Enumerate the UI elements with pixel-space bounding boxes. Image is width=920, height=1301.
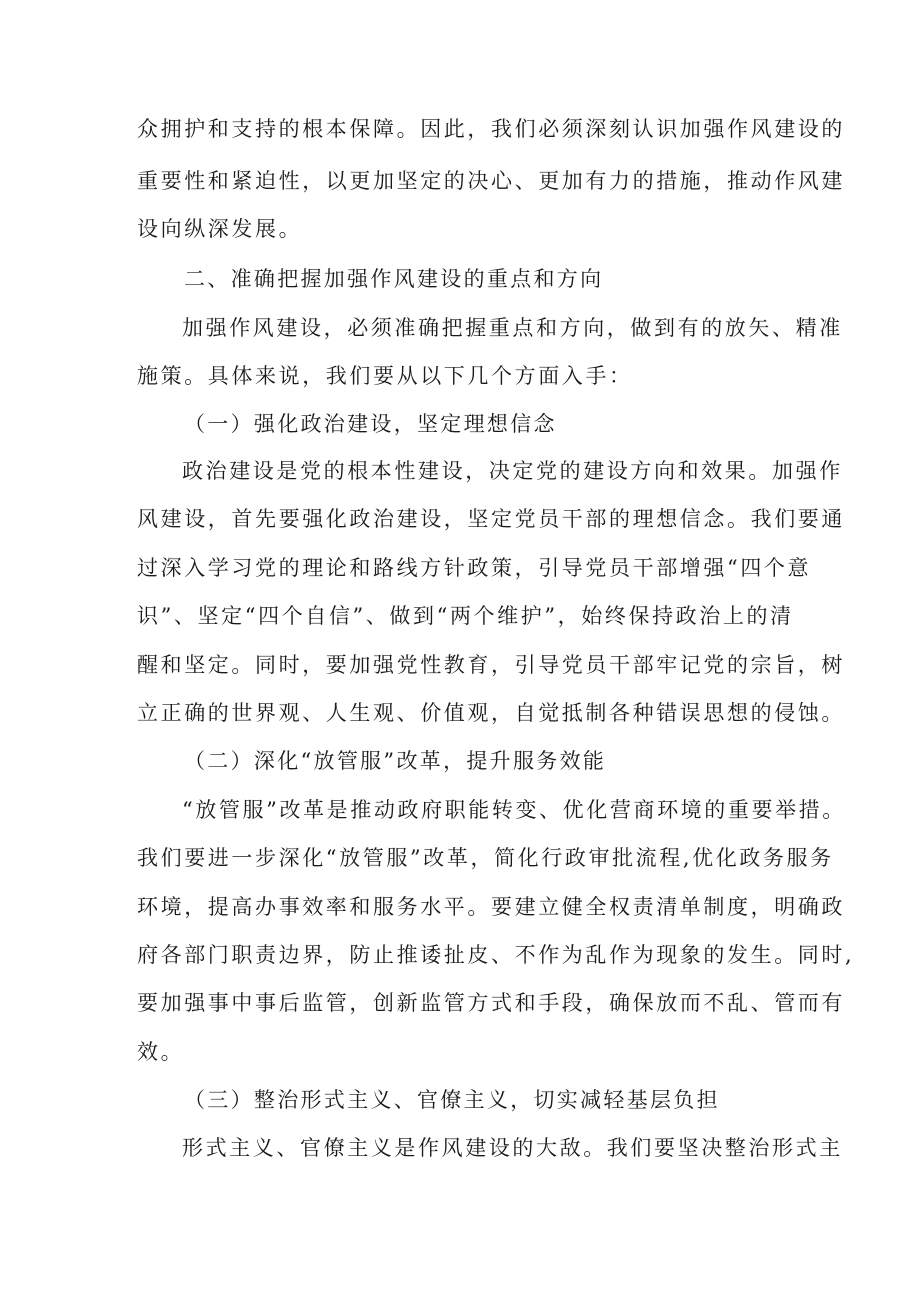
paragraph-line: 我们要进一步深化“放管服”改革，简化行政审批流程,优化政务服务 [137,846,834,870]
paragraph-line: 政治建设是党的根本性建设，决定党的建设方向和效果。加强作 [182,459,843,483]
paragraph-line: 加强作风建设，必须准确把握重点和方向，做到有的放矢、精准 [182,316,843,340]
paragraph-line: 设向纵深发展。 [137,217,303,241]
paragraph-line: 重要性和紧迫性，以更加坚定的决心、更加有力的措施，推动作风建 [137,169,845,193]
paragraph-line: 醒和坚定。同时，要加强党性教育，引导党员干部牢记党的宗旨，树 [137,653,845,677]
subsection-heading: （一）强化政治建设，坚定理想信念 [184,412,557,436]
paragraph-line: 立正确的世界观、人生观、价值观，自觉抵制各种错误思想的侵蚀。 [137,701,845,725]
subsection-heading: （二）深化“放管服”改革，提升服务效能 [184,749,607,773]
paragraph-line: 过深入学习党的理论和路线方针政策，引导党员干部增强“四个意 [137,556,812,580]
paragraph-line: 施策。具体来说，我们要从以下几个方面入手： [137,364,633,388]
subsection-heading: （三）整治形式主义、官僚主义，切实减轻基层负担 [184,1088,720,1112]
section-heading: 二、准确把握加强作风建设的重点和方向 [184,267,604,291]
paragraph-line: 府各部门职责边界，防止推诿扯皮、不作为乱作为现象的发生。同时, [137,943,855,967]
paragraph-line: 识”、坚定“四个自信”、做到“两个维护”，始终保持政治上的清 [137,604,794,628]
paragraph-line: 风建设，首先要强化政治建设，坚定党员干部的理想信念。我们要通 [137,507,845,531]
paragraph-line: 环境，提高办事效率和服务水平。要建立健全权责清单制度，明确政 [137,895,845,919]
paragraph-line: 要加强事中事后监管，创新监管方式和手段，确保放而不乱、管而有 [137,991,845,1015]
paragraph-line: “放管服”改革是推动政府职能转变、优化营商环境的重要举措。 [182,798,846,822]
paragraph-line: 形式主义、官僚主义是作风建设的大敌。我们要坚决整治形式主 [182,1136,843,1160]
paragraph-line: 效。 [137,1040,185,1064]
paragraph-line: 众拥护和支持的根本保障。因此，我们必须深刻认识加强作风建设的 [137,117,845,141]
